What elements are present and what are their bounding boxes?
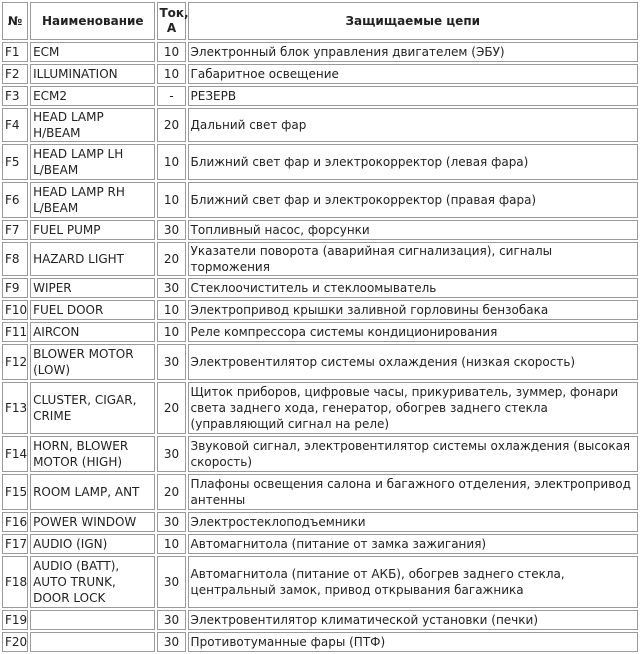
table-row	[2, 610, 638, 630]
fuse-number: F7	[2, 220, 28, 240]
fuse-circuits: Автомагнитола (питание от замка зажигания)	[188, 534, 638, 554]
fuse-number: F9	[2, 278, 28, 298]
table-row	[2, 534, 638, 554]
fuse-current: -	[157, 86, 185, 106]
fuse-circuits: Стеклоочиститель и стеклоомыватель	[188, 278, 638, 298]
fuse-number: F10	[2, 300, 28, 320]
table-row	[2, 220, 638, 240]
fuse-name: POWER WINDOW	[30, 512, 155, 532]
fuse-name: ROOM LAMP, ANT	[30, 474, 155, 510]
fuse-current: 30	[157, 632, 185, 652]
table-row	[2, 322, 638, 342]
fuse-circuits: Плафоны освещения салона и багажного отделения, электропривод антенны	[188, 474, 638, 510]
fuse-number: F8	[2, 242, 28, 276]
fuse-circuits: Габаритное освещение	[188, 64, 638, 84]
fuse-circuits: Электропривод крышки заливной горловины бензобака	[188, 300, 638, 320]
fuse-current: 10	[157, 182, 185, 218]
table-row	[2, 474, 638, 510]
fuse-name: AUDIO (BATT), AUTO TRUNK, DOOR LOCK	[30, 556, 155, 608]
fuse-name	[30, 632, 155, 652]
fuse-circuits: Электронный блок управления двигателем (ЭБУ)	[188, 42, 638, 62]
table-row	[2, 556, 638, 608]
fuse-circuits: Электровентилятор климатической установки (печки)	[188, 610, 638, 630]
header-number: №	[2, 2, 28, 40]
table-row	[2, 436, 638, 472]
fuse-current: 10	[157, 322, 185, 342]
fuse-number: F2	[2, 64, 28, 84]
fuse-circuits: Реле компрессора системы кондиционирования	[188, 322, 638, 342]
fuse-name: HAZARD LIGHT	[30, 242, 155, 276]
fuse-current: 20	[157, 108, 185, 142]
fuse-name: FUEL PUMP	[30, 220, 155, 240]
fuse-circuits: Указатели поворота (аварийная сигнализация), сигналы торможения	[188, 242, 638, 276]
fuse-number: F1	[2, 42, 28, 62]
fuse-number: F14	[2, 436, 28, 472]
fuse-circuits: Ближний свет фар и электрокорректор (левая фара)	[188, 144, 638, 180]
fuse-circuits: Звуковой сигнал, электровентилятор системы охлаждения (высокая скорость)	[188, 436, 638, 472]
fuse-number: F11	[2, 322, 28, 342]
table-row	[2, 108, 638, 142]
fuse-current: 10	[157, 42, 185, 62]
table-row	[2, 242, 638, 276]
fuse-current: 30	[157, 556, 185, 608]
fuse-current: 20	[157, 382, 185, 434]
fuse-name: AUDIO (IGN)	[30, 534, 155, 554]
fuse-current: 30	[157, 436, 185, 472]
fuse-circuits: Топливный насос, форсунки	[188, 220, 638, 240]
fuse-number: F3	[2, 86, 28, 106]
fuse-name: ILLUMINATION	[30, 64, 155, 84]
fuse-name: ECM	[30, 42, 155, 62]
fuse-name: BLOWER MOTOR (LOW)	[30, 344, 155, 380]
fuse-number: F16	[2, 512, 28, 532]
fuse-current: 10	[157, 300, 185, 320]
fuse-current: 30	[157, 512, 185, 532]
header-row	[2, 2, 638, 40]
table-row	[2, 182, 638, 218]
table-row	[2, 632, 638, 652]
fuse-name: HORN, BLOWER MOTOR (HIGH)	[30, 436, 155, 472]
fuse-name: FUEL DOOR	[30, 300, 155, 320]
fuse-number: F4	[2, 108, 28, 142]
table-row	[2, 42, 638, 62]
fuse-name: HEAD LAMP LH L/BEAM	[30, 144, 155, 180]
fuse-number: F18	[2, 556, 28, 608]
fuse-current: 30	[157, 220, 185, 240]
table-row	[2, 64, 638, 84]
table-row	[2, 382, 638, 434]
fuse-circuits: Щиток приборов, цифровые часы, прикуриватель, зуммер, фонари света заднего хода, генератор, обогрев заднего стекла (управляющий сигнал на реле)	[188, 382, 638, 434]
fuse-circuits: Электростеклоподъемники	[188, 512, 638, 532]
table-row	[2, 512, 638, 532]
header-name: Наименование	[30, 2, 155, 40]
fuse-name: WIPER	[30, 278, 155, 298]
header-circuits: Защищаемые цепи	[188, 2, 638, 40]
fuse-current: 10	[157, 144, 185, 180]
fuse-name: HEAD LAMP H/BEAM	[30, 108, 155, 142]
fuse-circuits: Ближний свет фар и электрокорректор (правая фара)	[188, 182, 638, 218]
fuse-current: 10	[157, 64, 185, 84]
fuse-circuits: Автомагнитола (питание от АКБ), обогрев заднего стекла, центральный замок, привод открывания багажника	[188, 556, 638, 608]
fuse-number: F17	[2, 534, 28, 554]
table-row	[2, 144, 638, 180]
fuse-current: 30	[157, 610, 185, 630]
fuse-number: F13	[2, 382, 28, 434]
fuse-current: 20	[157, 242, 185, 276]
fuse-circuits: Дальний свет фар	[188, 108, 638, 142]
fuse-number: F5	[2, 144, 28, 180]
fuse-number: F6	[2, 182, 28, 218]
fuse-name: AIRCON	[30, 322, 155, 342]
fuse-name: HEAD LAMP RH L/BEAM	[30, 182, 155, 218]
fuse-number: F20	[2, 632, 28, 652]
fuse-name	[30, 610, 155, 630]
fuse-name: ECM2	[30, 86, 155, 106]
table-row	[2, 86, 638, 106]
fuse-current: 10	[157, 534, 185, 554]
fuse-current: 20	[157, 474, 185, 510]
fuse-circuits: Противотуманные фары (ПТФ)	[188, 632, 638, 652]
table-row	[2, 300, 638, 320]
fuse-current: 30	[157, 278, 185, 298]
fuse-circuits: Электровентилятор системы охлаждения (низкая скорость)	[188, 344, 638, 380]
fuse-number: F15	[2, 474, 28, 510]
table-row	[2, 278, 638, 298]
fuse-name: CLUSTER, CIGAR, CRIME	[30, 382, 155, 434]
table-row	[2, 344, 638, 380]
header-current	[157, 2, 189, 40]
fuse-number: F19	[2, 610, 28, 630]
fuse-number: F12	[2, 344, 28, 380]
fuse-current: 30	[157, 344, 185, 380]
fuse-circuits: РЕЗЕРВ	[188, 86, 638, 106]
header-current-label: Ток, А	[159, 6, 189, 35]
